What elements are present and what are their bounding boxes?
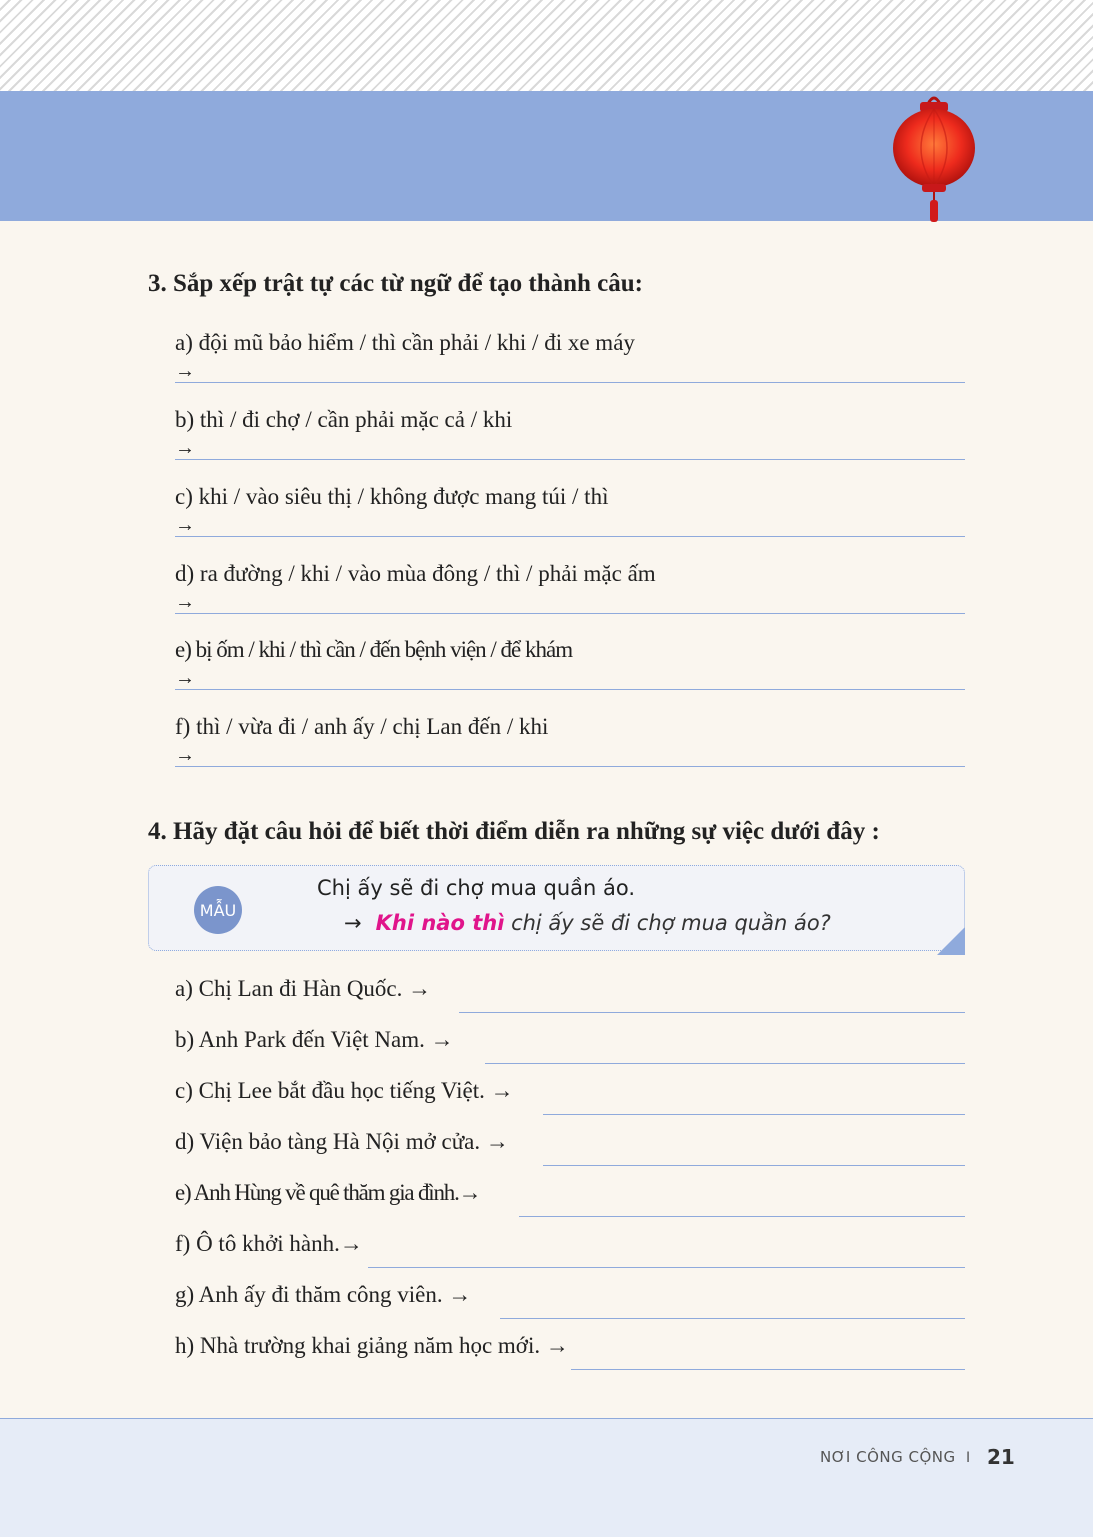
arrow-icon: → [175,437,195,459]
answer-line[interactable] [368,1267,965,1268]
exercise-item-b [175,407,965,460]
arrow-icon: → [175,360,195,382]
section-4-title: 4. Hãy đặt câu hỏi để biết thời điểm diễn ra những sự việc dưới đây : [148,818,880,845]
question-item-f [175,1231,965,1271]
answer-line[interactable] [175,689,965,690]
sample-badge: MẪU [194,886,242,934]
question-item-label: f) Ô tô khởi hành.→ [175,1231,363,1256]
answer-line[interactable] [175,459,965,460]
sample-answer [344,911,831,935]
answer-line[interactable] [500,1318,965,1319]
exercise-item-label: c) khi / vào siêu thị / không được mang túi / thì [175,484,609,509]
exercise-item-label: e) bị ốm / khi / thì cần / đến bệnh viện / để khám [175,637,573,662]
answer-line[interactable] [175,766,965,767]
sample-highlight: Khi nào thì [375,911,505,935]
footer-separator: I [966,1450,971,1466]
question-item-label: d) Viện bảo tàng Hà Nội mở cửa. → [175,1129,509,1154]
page-number: 21 [987,1445,1015,1469]
question-item-g [175,1282,965,1322]
question-item-b [175,1027,965,1067]
question-item-label: b) Anh Park đến Việt Nam. → [175,1027,454,1052]
footer-section-name: NƠI CÔNG CỘNG [820,1448,956,1466]
question-item-h [175,1333,965,1373]
header-stripe-pattern [0,0,1093,91]
question-item-label: g) Anh ấy đi thăm công viên. → [175,1282,472,1307]
answer-line[interactable] [571,1369,965,1370]
answer-line[interactable] [519,1216,965,1217]
sample-sentence: Chị ấy sẽ đi chợ mua quần áo. [317,876,636,900]
exercise-item-f [175,714,965,767]
question-item-a [175,976,965,1016]
answer-line[interactable] [175,382,965,383]
answer-line[interactable] [485,1063,965,1064]
arrow-icon: → [175,591,195,613]
answer-line[interactable] [543,1165,965,1166]
exercise-item-label: d) ra đường / khi / vào mùa đông / thì / phải mặc ấm [175,561,656,586]
exercise-item-label: a) đội mũ bảo hiểm / thì cần phải / khi / đi xe máy [175,330,635,355]
exercise-item-label: f) thì / vừa đi / anh ấy / chị Lan đến / khi [175,714,549,739]
section-3-title: 3. Sắp xếp trật tự các từ ngữ để tạo thành câu: [148,270,643,297]
question-item-d [175,1129,965,1169]
answer-line[interactable] [175,536,965,537]
lantern-icon [888,90,980,228]
question-item-label: h) Nhà trường khai giảng năm học mới. → [175,1333,569,1358]
exercise-item-c [175,484,965,537]
question-item-label: e) Anh Hùng về quê thăm gia đình.→ [175,1180,481,1205]
exercise-item-e [175,637,965,690]
exercise-item-d [175,561,965,614]
question-item-c [175,1078,965,1118]
arrow-icon: → [175,514,195,536]
arrow-icon: → [344,911,362,935]
sample-answer-rest: chị ấy sẽ đi chợ mua quần áo? [504,911,831,935]
answer-line[interactable] [459,1012,965,1013]
answer-line[interactable] [175,613,965,614]
question-item-e [175,1180,965,1220]
page-fold-icon [937,927,965,955]
arrow-icon: → [175,667,195,689]
question-item-label: a) Chị Lan đi Hàn Quốc. → [175,976,432,1001]
arrow-icon: → [175,744,195,766]
question-item-label: c) Chị Lee bắt đầu học tiếng Việt. → [175,1078,514,1103]
exercise-item-label: b) thì / đi chợ / cần phải mặc cả / khi [175,407,513,432]
answer-line[interactable] [543,1114,965,1115]
page-footer [0,1418,1093,1537]
exercise-item-a [175,330,965,383]
sample-box [148,865,965,951]
